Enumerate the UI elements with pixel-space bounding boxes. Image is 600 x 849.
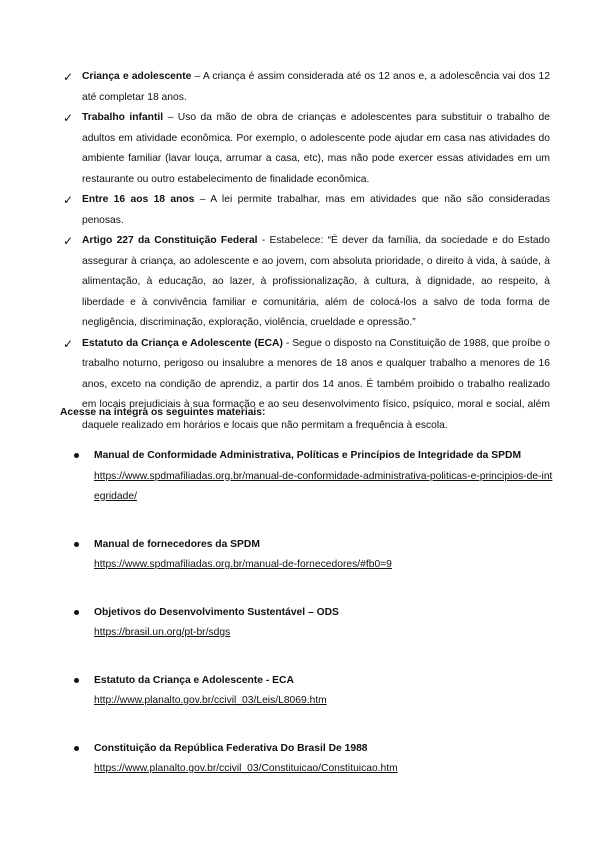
checkmark-icon: ✓ <box>63 193 74 207</box>
checklist-item-text: - Segue o disposto na Constituição de 1988, que proíbe o trabalho noturno, perigoso ou insalubre a menores de 18 anos e qualquer trabalho a menores de 16 anos, exceto na condição de aprendiz, a partir dos 14 anos. É também proibido o trabalho realizado em locais prejudiciais à sua formação e ao seu desenvolvimento físico, psíquico, moral e social, além daquele realizado em horários e locais que não permitam a frequência à escola. <box>82 337 550 431</box>
checklist-item-title: Estatuto da Criança e Adolescente (ECA) <box>82 337 283 349</box>
material-item <box>74 446 554 508</box>
checkmark-icon: ✓ <box>63 70 74 84</box>
bullet-icon <box>74 678 79 683</box>
checkmark-icon: ✓ <box>63 336 74 351</box>
bullet-icon <box>74 610 79 615</box>
materials-intro: Acesse na íntegra os seguintes materiais: <box>60 407 266 418</box>
checklist-item-title: Artigo 227 da Constituição Federal <box>82 235 258 246</box>
checklist-item-text: – A lei permite trabalhar, mas em atividades que não são consideradas penosas. <box>82 194 550 226</box>
materials-list <box>74 446 554 780</box>
material-item <box>74 535 554 576</box>
checklist-item-title: Criança e adolescente <box>82 71 192 82</box>
checklist-item <box>60 108 550 190</box>
material-item <box>74 671 554 712</box>
bullet-icon <box>74 746 79 751</box>
material-item <box>74 603 554 644</box>
material-link[interactable]: https://brasil.un.org/pt-br/sdgs <box>94 627 231 638</box>
checkmark-icon: ✓ <box>63 111 74 125</box>
checklist-item <box>60 190 550 231</box>
material-title: Manual de fornecedores da SPDM <box>94 538 260 550</box>
material-link[interactable]: https://www.spdmafiliadas.org.br/manual-de-conformidade-administrativa-politicas-e-principios-de-integridade/ <box>94 470 553 502</box>
checklist-item-title: Entre 16 aos 18 anos <box>82 194 195 205</box>
checklist-item <box>60 67 550 108</box>
bullet-icon <box>74 453 79 458</box>
material-title: Estatuto da Criança e Adolescente - ECA <box>94 674 294 686</box>
material-link[interactable]: http://www.planalto.gov.br/ccivil_03/Leis/L8069.htm <box>94 695 327 706</box>
material-title: Constituição da República Federativa Do Brasil De 1988 <box>94 742 368 754</box>
material-item <box>74 739 554 780</box>
checklist-item <box>60 231 550 334</box>
checkmark-icon: ✓ <box>63 234 74 248</box>
definitions-checklist <box>60 67 550 436</box>
checklist-item-text: – A criança é assim considerada até os 12 anos e, a adolescência vai dos 12 até completar 18 anos. <box>82 71 550 103</box>
bullet-icon <box>74 542 79 547</box>
material-link[interactable]: https://www.planalto.gov.br/ccivil_03/Constituicao/Constituicao.htm <box>94 763 398 774</box>
material-title: Objetivos do Desenvolvimento Sustentável – ODS <box>94 606 339 618</box>
material-title: Manual de Conformidade Administrativa, Políticas e Princípios de Integridade da SPDM <box>94 450 522 461</box>
material-link[interactable]: https://www.spdmafiliadas.org.br/manual-de-fornecedores/#fb0=9 <box>94 559 392 570</box>
checklist-item-text: – Uso da mão de obra de crianças e adolescentes para substituir o trabalho de adultos em atividade econômica. Por exemplo, o adolescente pode ajudar em casa nas atividades do ambiente familiar (lavar louça, arrumar a casa, etc), mas não pode exercer essas atividades em um restaurante ou outro estabelecimento de finalidade econômica. <box>82 112 550 185</box>
checklist-item-title: Trabalho infantil <box>82 112 164 123</box>
checklist-item-text: - Estabelece: “É dever da família, da sociedade e do Estado assegurar à criança, ao adolescente e ao jovem, com absoluta prioridade, o direito à vida, à saúde, à alimentação, à educação, ao lazer, à profissionalização, à cultura, à dignidade, ao respeito, à liberdade e à convivência familiar e comunitária, além de colocá-los a salvo de toda forma de negligência, discriminação, exploração, violência, crueldade e opressão.” <box>82 235 550 328</box>
